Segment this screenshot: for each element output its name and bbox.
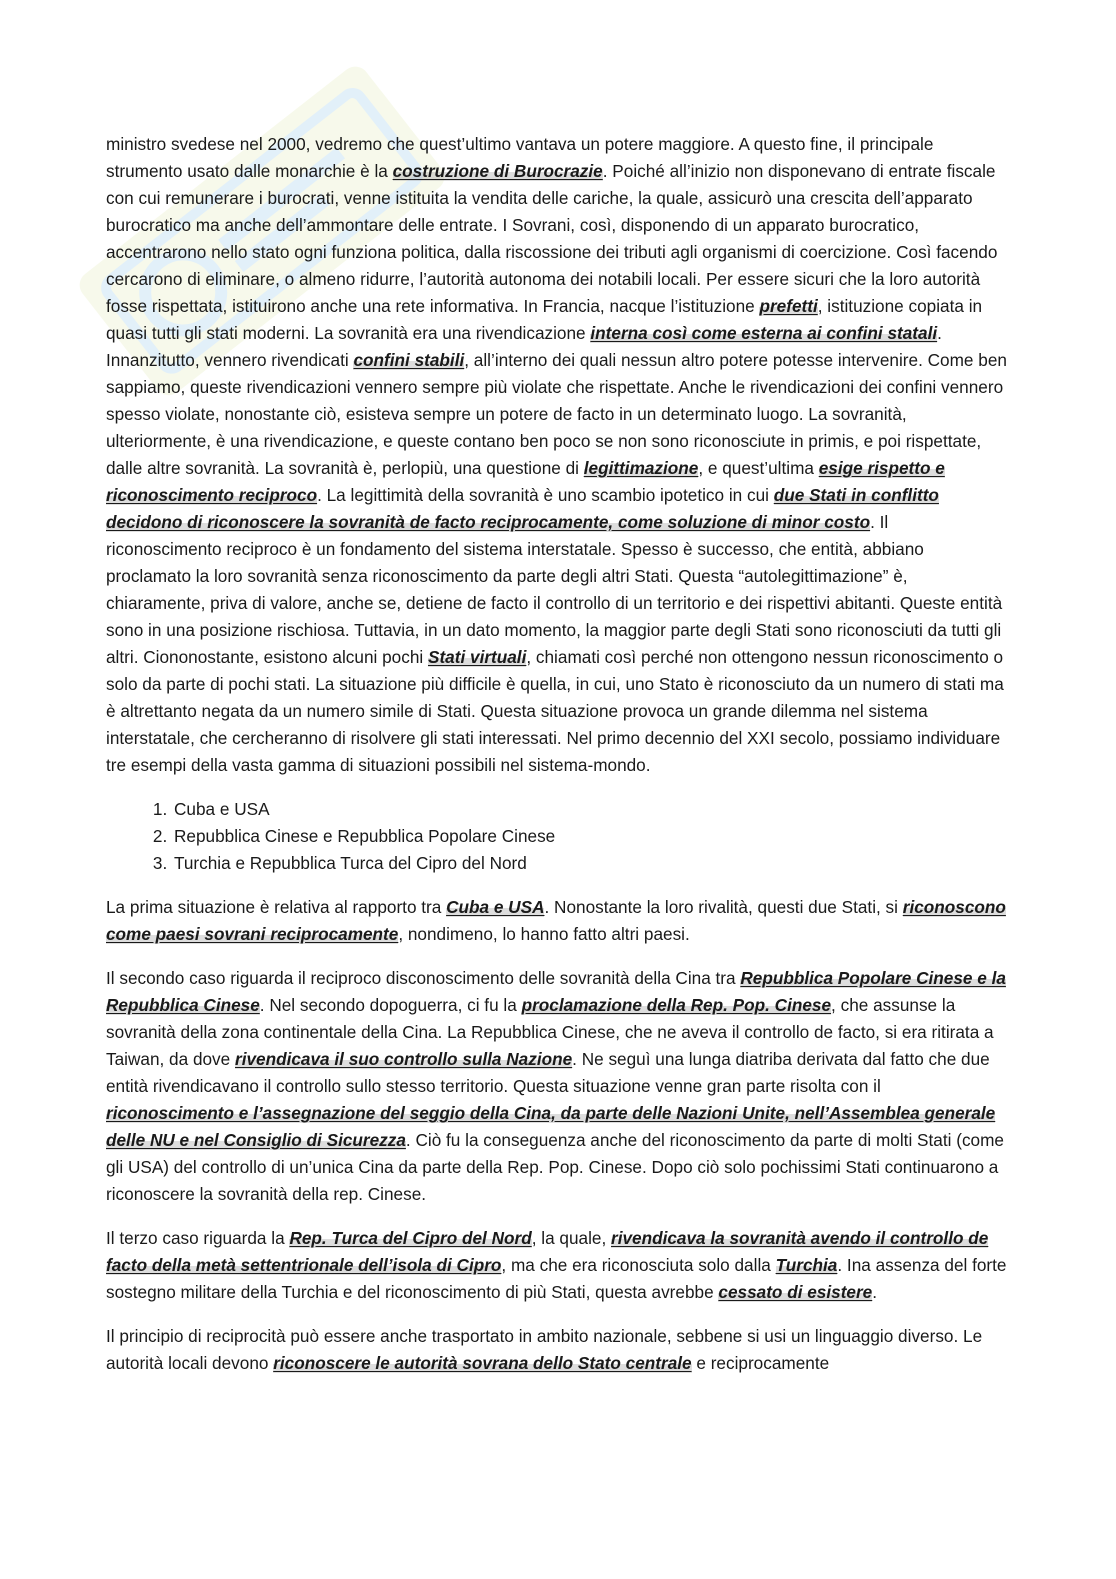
document-body (106, 131, 1008, 1394)
text-run: , la quale, (531, 1228, 612, 1248)
text-run: Il terzo caso riguarda la (106, 1228, 290, 1248)
text-run: , istituzione copiata in quasi tutti gli stati moderni. La sovranità era una rivendicazione (106, 296, 983, 343)
paragraph-1 (106, 131, 1008, 779)
text-run: , ma che era riconosciuta solo dalla (501, 1255, 776, 1275)
text-run: , e quest’ultima (698, 458, 819, 478)
text-run: , che assunse la sovranità della zona continentale della Cina. La Repubblica Cinese, che ne aveva il controllo de facto, si era ritirata a Taiwan, da dove (106, 995, 994, 1069)
highlight: proclamazione della Rep. Pop. Cinese (521, 995, 832, 1015)
text-run: La prima situazione è relativa al rapporto tra (106, 897, 447, 917)
text-run: . Poiché all’inizio non disponevano di entrate fiscale con cui remunerare i burocrati, venne istituita la vendita delle cariche, la quale, assicurò una crescita dell’apparato burocratico ma anche dell’ammontare delle entrate. I Sovrani, così, disponendo di un apparato burocratico, accentrarono nello stato ogni funziona politica, dalla riscossione dei tributi agli organismi di coercizione. Così facendo cercarono di eliminare, o almeno ridurre, l’autorità autonoma dei notabili locali. Per essere sicuri che la loro autorità fosse rispettata, istituirono anche una rete informativa. In Francia, nacque l’istituzione (106, 161, 998, 316)
text-run: , all’interno dei quali nessun altro potere potesse intervenire. Come ben sappiamo, queste rivendicazioni vennero sempre più violate che rispettate. Anche le rivendicazioni dei confini vennero spesso violate, nonostante ciò, esisteva sempre un potere de facto in un determinato luogo. La sovranità, ulteriormente, è una rivendicazione, e queste contano ben poco se non sono riconosciute in primis, e poi rispettate, dalle altre sovranità. La sovranità è, perlopiù, una questione di (106, 350, 1007, 478)
text-run: . La legittimità della sovranità è uno scambio ipotetico in cui (317, 485, 774, 505)
text-run: . Il riconoscimento reciproco è un fondamento del sistema interstatale. Spesso è successo, che entità, abbiano proclamato la loro sovranità senza riconoscimento da parte degli altri Stati. Questa “autolegittimazione” è, chiaramente, priva di valore, anche se, detiene de facto il controllo di un territorio e dei rispettivi abitanti. Queste entità sono in una posizione rischiosa. Tuttavia, in un dato momento, la maggior parte degli Stati sono riconosciuti da tutti gli altri. Ciononostante, esistono alcuni pochi (106, 512, 1003, 667)
highlight: cessato di esistere (718, 1282, 873, 1302)
highlight: due Stati in conflitto decidono di riconoscere la sovranità de facto reciprocamente, come soluzione di minor costo (106, 485, 939, 532)
text-run: Il principio di reciprocità può essere anche trasportato in ambito nazionale, sebbene si usi un linguaggio diverso. Le autorità locali devono (106, 1326, 983, 1373)
text-run: ministro svedese nel 2000, vedremo che quest’ultimo vantava un potere maggiore. A questo fine, il principale strumento usato dalle monarchie è la (106, 134, 934, 181)
text-run: . Innanzitutto, vennero rivendicati (106, 323, 942, 370)
text-run: . Nonostante la loro rivalità, questi due Stati, si (544, 897, 903, 917)
highlight: riconoscere le autorità sovrana dello Stato centrale (273, 1353, 692, 1373)
highlight: confini stabili (353, 350, 465, 370)
text-run: . Ciò fu la conseguenza anche del riconoscimento da parte di molti Stati (come gli USA) del controllo di un’unica Cina da parte della Rep. Pop. Cinese. Dopo ciò solo pochissimi Stati continuarono a riconoscere la sovranità della rep. Cinese. (106, 1130, 1004, 1204)
paragraph-3 (106, 965, 1008, 1208)
text-run: . Ina assenza del forte sostegno militare della Turchia e del riconoscimento di più Stati, questa avrebbe (106, 1255, 1007, 1302)
text-run: . (872, 1282, 878, 1302)
highlight: riconoscono come paesi sovrani reciprocamente (106, 897, 1006, 944)
text-run: , nondimeno, lo hanno fatto altri paesi. (398, 924, 690, 944)
list-item: 2. Repubblica Cinese e Repubblica Popolare Cinese (172, 823, 1008, 850)
list-item: 1. Cuba e USA (172, 796, 1008, 823)
highlight: prefetti (759, 296, 818, 316)
paragraph-5 (106, 1323, 1008, 1377)
text-run: e reciprocamente (691, 1353, 830, 1373)
highlight: rivendicava il suo controllo sulla Nazione (235, 1049, 573, 1069)
highlight: riconoscimento e l’assegnazione del seggio della Cina, da parte delle Nazioni Unite, nell’Assemblea generale delle NU e nel Consiglio di Sicurezza (106, 1103, 996, 1150)
highlight: Rep. Turca del Cipro del Nord (289, 1228, 532, 1248)
text-run: Il secondo caso riguarda il reciproco disconoscimento delle sovranità della Cina tra (106, 968, 741, 988)
highlight: rivendicava la sovranità avendo il controllo de facto della metà settentrionale dell’isola di Cipro (106, 1228, 989, 1275)
numbered-list (106, 796, 1008, 877)
highlight: esige rispetto e riconoscimento reciproco (106, 458, 945, 505)
list-item: 3. Turchia e Repubblica Turca del Cipro del Nord (172, 850, 1008, 877)
text-run: . Nel secondo dopoguerra, ci fu la (259, 995, 522, 1015)
paragraph-2 (106, 894, 1008, 948)
highlight: Turchia (775, 1255, 838, 1275)
highlight: legittimazione (583, 458, 699, 478)
paragraph-4 (106, 1225, 1008, 1306)
text-run: , chiamati così perché non ottengono nessun riconoscimento o solo da parte di pochi stati. La situazione più difficile è quella, in cui, uno Stato è riconosciuto da un numero di stati ma è altrettanto negata da un numero simile di Stati. Questa situazione provoca un grande dilemma nel sistema interstatale, che cercheranno di risolvere gli stati interessati. Nel primo decennio del XXI secolo, possiamo individuare tre esempi della vasta gamma di situazioni possibili nel sistema-mondo. (106, 647, 1004, 775)
highlight: Stati virtuali (427, 647, 527, 667)
text-run: . Ne seguì una lunga diatriba derivata dal fatto che due entità rivendicavano il controllo sullo stesso territorio. Questa situazione venne gran parte risolta con il (106, 1049, 990, 1096)
highlight: interna così come esterna ai confini statali (590, 323, 938, 343)
highlight: Repubblica Popolare Cinese e la Repubblica Cinese (106, 968, 1006, 1015)
highlight: Cuba e USA (446, 897, 545, 917)
highlight: costruzione di Burocrazie (392, 161, 603, 181)
